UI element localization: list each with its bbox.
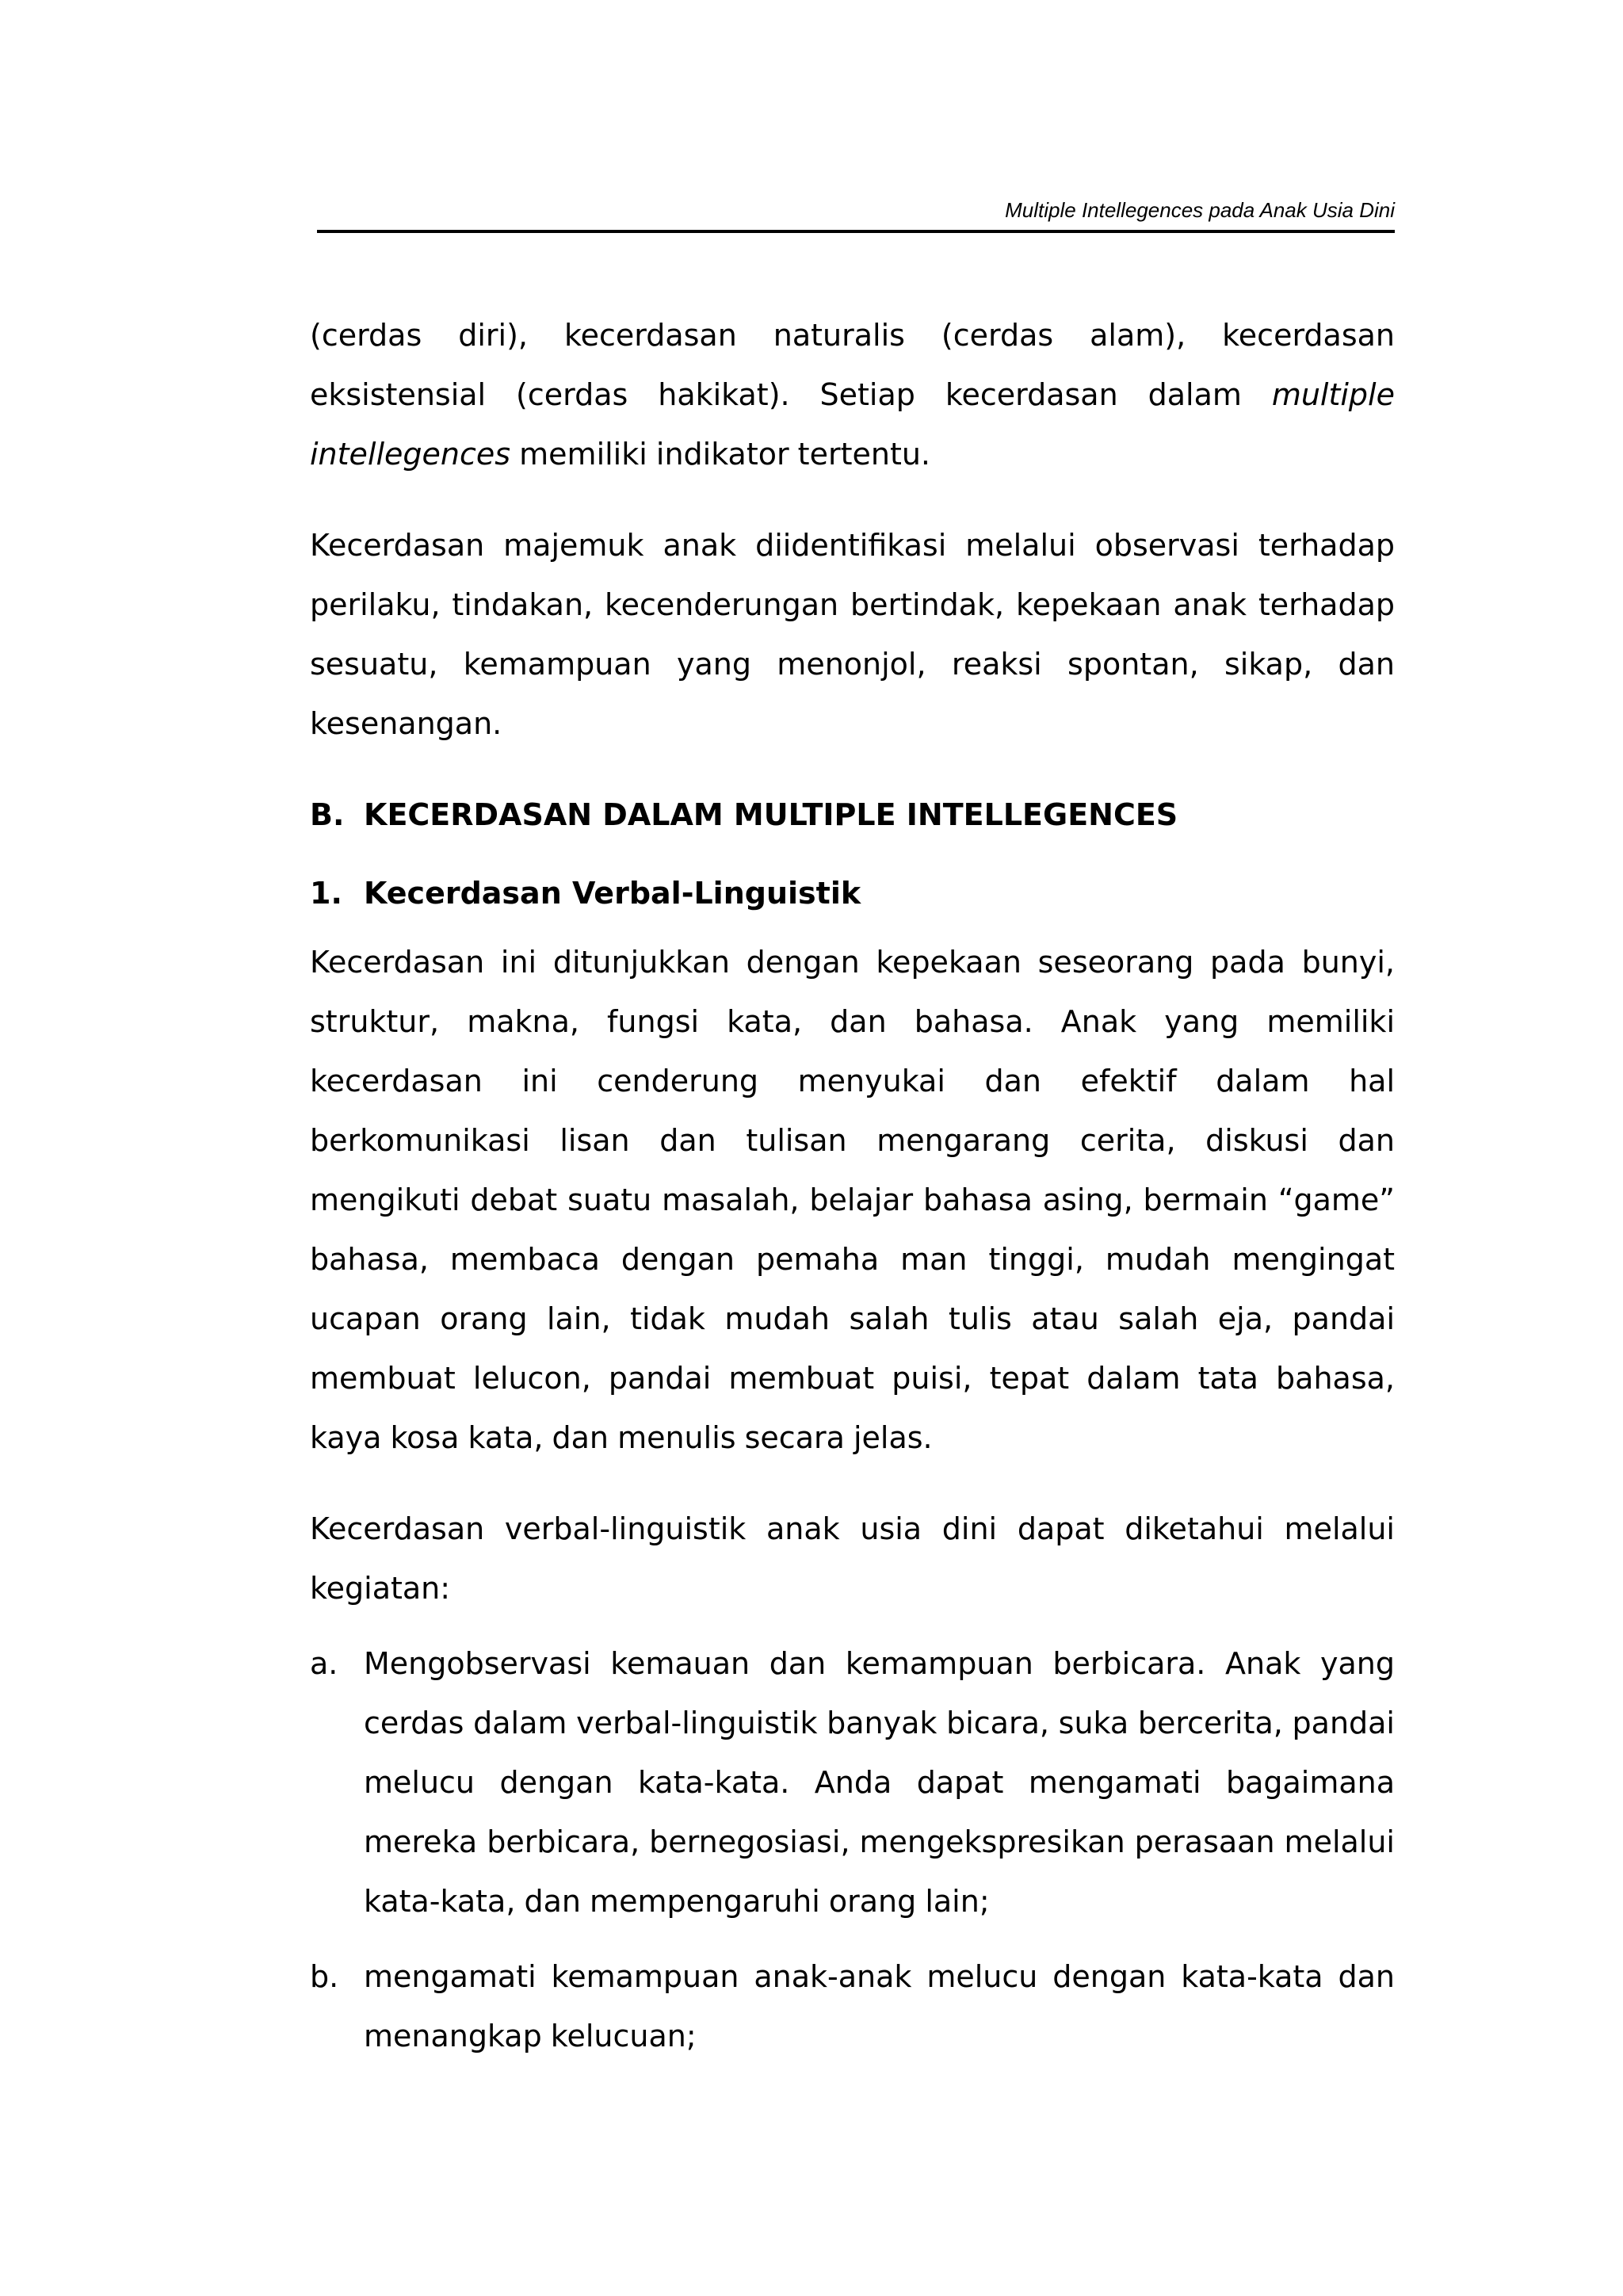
running-header: Multiple Intellegences pada Anak Usia Dini — [1005, 198, 1395, 222]
header-rule — [317, 230, 1395, 233]
intro-paragraph-1-text-b: memiliki indikator tertentu. — [510, 437, 931, 472]
verbal-linguistik-paragraph-2: Kecerdasan verbal-linguistik anak usia dini dapat diketahui melalui kegiatan: — [310, 1511, 1395, 1606]
intro-paragraph-1 — [310, 306, 1395, 484]
section-number: B. — [310, 797, 345, 832]
verbal-linguistik-paragraph-1: Kecerdasan ini ditunjukkan dengan kepekaan seseorang pada bunyi, struktur, makna, fungsi kata, dan bahasa. Anak yang memiliki kecerdasan ini cenderung menyukai dan efektif dalam hal berkomunikasi lisan dan tulisan mengarang cerita, diskusi dan mengikuti debat suatu masalah, belajar bahasa asing, bermain “game” bahasa, membaca dengan pemaha man tinggi, mudah mengingat ucapan orang lain, tidak mudah salah tulis atau salah eja, pandai membuat lelucon, pandai membuat puisi, tepat dalam tata bahasa, kaya kosa kata, dan menulis secara jelas. — [310, 945, 1395, 1455]
list-item-text: mengamati kemampuan anak-anak melucu dengan kata-kata dan menangkap kelucuan; — [364, 1959, 1395, 2053]
activity-list — [310, 1634, 1395, 2066]
subsection-number: 1. — [310, 876, 342, 911]
section-heading-b — [310, 785, 1395, 845]
list-item-marker: a. — [310, 1646, 338, 1681]
section-title: KECERDASAN DALAM MULTIPLE INTELLEGENCES — [364, 797, 1178, 832]
subsection-heading-1 — [310, 864, 1395, 923]
list-item — [310, 1947, 1395, 2066]
list-item — [310, 1634, 1395, 1931]
page-content — [310, 306, 1395, 2082]
subsection-title: Kecerdasan Verbal-Linguistik — [364, 876, 861, 911]
list-item-marker: b. — [310, 1959, 339, 1994]
list-item-text: Mengobservasi kemauan dan kemampuan berbicara. Anak yang cerdas dalam verbal-linguistik banyak bicara, suka bercerita, pandai melucu dengan kata-kata. Anda dapat mengamati bagaimana mereka berbicara, bernegosiasi, mengekspresikan perasaan melalui kata-kata, dan mempengaruhi orang lain; — [364, 1646, 1395, 1919]
intro-paragraph-2: Kecerdasan majemuk anak diidentifikasi melalui observasi terhadap perilaku, tindakan, kecenderungan bertindak, kepekaan anak terhadap sesuatu, kemampuan yang menonjol, reaksi spontan, sikap, dan kesenangan. — [310, 528, 1395, 741]
intro-paragraph-1-text-a: (cerdas diri), kecerdasan naturalis (cerdas alam), kecerdasan eksistensial (cerdas hakikat). Setiap kecerdasan dalam — [310, 318, 1395, 412]
intro-paragraph-1-italic-term: multiple intellegences — [310, 377, 1395, 472]
